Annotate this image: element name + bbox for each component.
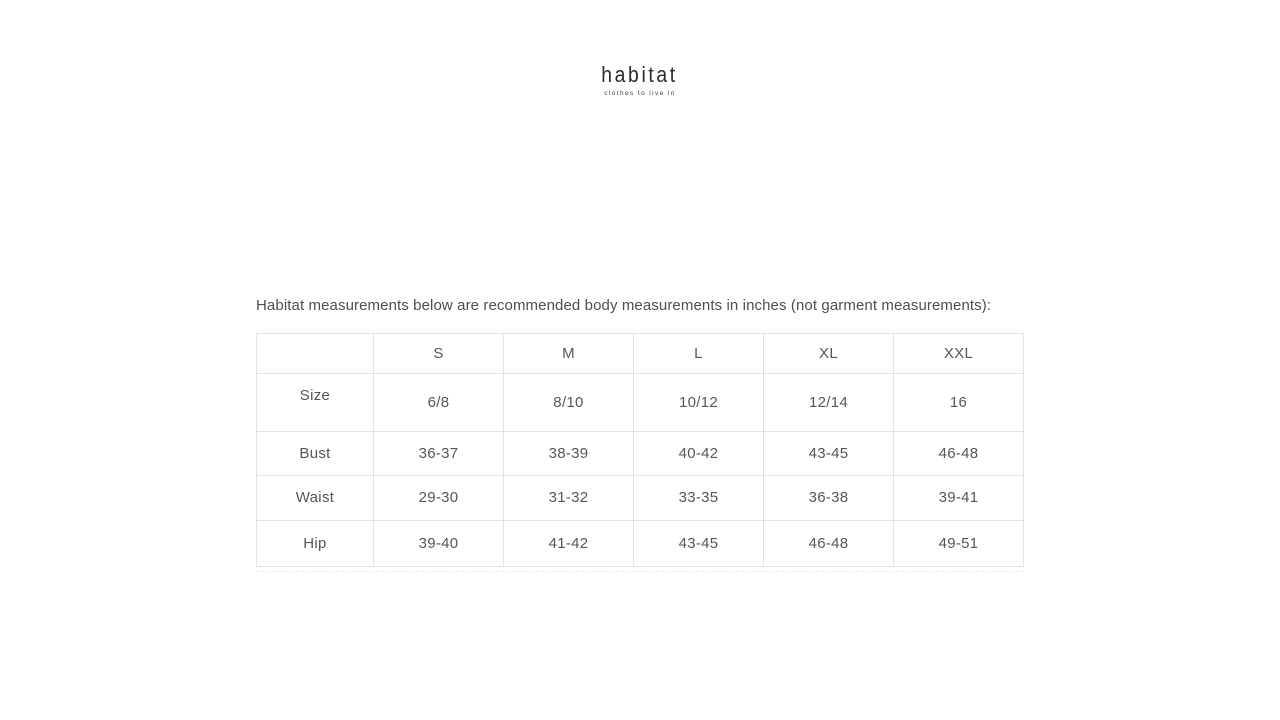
cell-waist-s: 29-30 bbox=[374, 475, 504, 520]
cell-size-l: 10/12 bbox=[634, 373, 764, 431]
cell-bust-s: 36-37 bbox=[374, 431, 504, 475]
cell-hip-m: 41-42 bbox=[504, 520, 634, 566]
cell-bust-m: 38-39 bbox=[504, 431, 634, 475]
cell-waist-xl: 36-38 bbox=[764, 475, 894, 520]
cell-bust-xl: 43-45 bbox=[764, 431, 894, 475]
cell-size-s: 6/8 bbox=[374, 373, 504, 431]
cell-size-xxl: 16 bbox=[894, 373, 1024, 431]
cell-waist-m: 31-32 bbox=[504, 475, 634, 520]
table-row-waist bbox=[257, 475, 1024, 520]
size-guide-page bbox=[256, 0, 1024, 572]
cell-hip-l: 43-45 bbox=[634, 520, 764, 566]
cell-size-xl: 12/14 bbox=[764, 373, 894, 431]
size-chart-header-row bbox=[257, 333, 1024, 373]
table-bottom-divider bbox=[256, 571, 1024, 572]
cell-bust-xxl: 46-48 bbox=[894, 431, 1024, 475]
column-header-m: M bbox=[504, 333, 634, 373]
column-header-xl: XL bbox=[764, 333, 894, 373]
column-header-s: S bbox=[374, 333, 504, 373]
size-chart-table bbox=[256, 333, 1024, 567]
cell-bust-l: 40-42 bbox=[634, 431, 764, 475]
brand-tagline: clothes to live in bbox=[604, 90, 676, 97]
column-header-l: L bbox=[634, 333, 764, 373]
row-label-hip: Hip bbox=[257, 520, 374, 566]
size-chart-corner-cell bbox=[257, 333, 374, 373]
table-row-size bbox=[257, 373, 1024, 431]
table-row-bust bbox=[257, 431, 1024, 475]
cell-hip-xl: 46-48 bbox=[764, 520, 894, 566]
cell-waist-l: 33-35 bbox=[634, 475, 764, 520]
table-row-hip bbox=[257, 520, 1024, 566]
brand-wordmark: habitat bbox=[601, 62, 679, 87]
cell-waist-xxl: 39-41 bbox=[894, 475, 1024, 520]
column-header-xxl: XXL bbox=[894, 333, 1024, 373]
habitat-logo[interactable] bbox=[256, 0, 1024, 98]
measurements-intro-text: Habitat measurements below are recommended body measurements in inches (not garment measurements): bbox=[256, 296, 992, 314]
cell-hip-xxl: 49-51 bbox=[894, 520, 1024, 566]
cell-hip-s: 39-40 bbox=[374, 520, 504, 566]
row-label-size: Size bbox=[257, 373, 374, 431]
cell-size-m: 8/10 bbox=[504, 373, 634, 431]
row-label-waist: Waist bbox=[257, 475, 374, 520]
row-label-bust: Bust bbox=[257, 431, 374, 475]
